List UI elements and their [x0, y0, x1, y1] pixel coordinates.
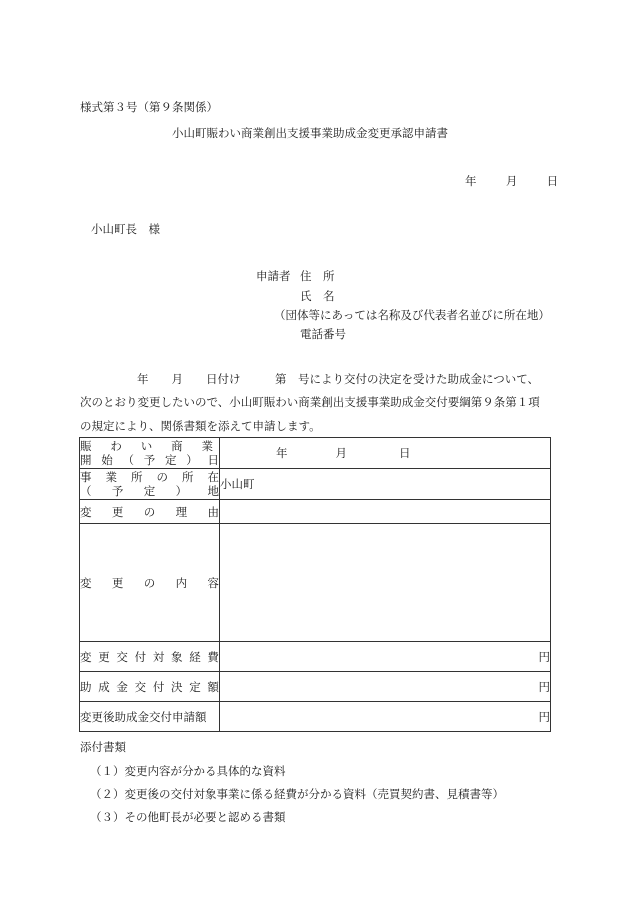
label-content: 変 更 の 内 容	[80, 524, 220, 642]
requested-amount-field[interactable]	[220, 702, 551, 732]
label-location	[80, 469, 220, 500]
location-value: 小山町	[220, 477, 255, 491]
attachments-heading: 添付書類	[80, 740, 126, 754]
label-decision-amount: 助 成 金 交 付 決 定 額	[80, 672, 220, 702]
attachment-item-2: （２）変更後の交付対象事業に係る経費が分かる資料（売買契約書、見積書等）	[90, 787, 504, 801]
table-row-content	[80, 524, 551, 642]
label-requested-amount: 変更後助成金交付申請額	[80, 702, 220, 732]
table-row-decision-amount	[80, 672, 551, 702]
requested-amount-unit: 円	[538, 709, 550, 724]
label-start-date-line2: 開 始 （ 予 定 ） 日	[80, 453, 219, 467]
date-year: 年	[465, 174, 477, 188]
application-table	[79, 437, 551, 732]
applicant-label: 申請者	[256, 269, 291, 283]
label-location-line1: 事 業 所 の 所 在	[80, 470, 219, 484]
table-row-location	[80, 469, 551, 500]
label-location-line2: （ 予 定 ） 地	[80, 484, 219, 498]
label-eligible-cost: 変 更 交 付 対 象 経 費	[80, 642, 220, 672]
date-month: 月	[505, 174, 518, 188]
location-field[interactable]	[220, 469, 551, 500]
label-start-date	[80, 438, 220, 469]
eligible-cost-field[interactable]	[220, 642, 551, 672]
date-line	[465, 173, 558, 189]
document-title: 小山町賑わい商業創出支援事業助成金変更承認申請書	[172, 126, 448, 140]
form-number: 様式第３号（第９条関係）	[80, 100, 218, 114]
reason-field[interactable]	[220, 500, 551, 524]
table-row-reason	[80, 500, 551, 524]
applicant-note: （団体等にあっては名称及び代表者名並びに所在地）	[274, 308, 550, 322]
attachment-item-1: （１）変更内容が分かる具体的な資料	[90, 764, 286, 778]
date-day: 日	[546, 174, 559, 188]
body-line-3: の規定により、関係書類を添えて申請します。	[80, 419, 321, 433]
table-row-eligible-cost	[80, 642, 551, 672]
attachment-item-3: （３）その他町長が必要と認める書類	[90, 810, 286, 824]
addressee: 小山町長 様	[91, 222, 160, 236]
eligible-cost-unit: 円	[538, 649, 550, 664]
body-line-2: 次のとおり変更したいので、小山町賑わい商業創出支援事業助成金交付要綱第９条第１項	[80, 395, 540, 409]
decision-amount-field[interactable]	[220, 672, 551, 702]
content-field[interactable]	[220, 524, 551, 642]
start-date-field[interactable]: 年 月 日	[220, 438, 551, 469]
applicant-phone-label: 電話番号	[300, 327, 346, 341]
label-start-date-line1: 賑 わ い 商 業	[80, 439, 213, 453]
table-row-requested-amount	[80, 702, 551, 732]
applicant-address-label: 住 所	[300, 269, 335, 283]
table-row-start-date	[80, 438, 551, 469]
label-reason: 変 更 の 理 由	[80, 500, 220, 524]
body-line-1: 年 月 日付け 第 号により交付の決定を受けた助成金について、	[137, 372, 540, 386]
applicant-name-label: 氏 名	[300, 289, 335, 303]
decision-amount-unit: 円	[538, 679, 550, 694]
